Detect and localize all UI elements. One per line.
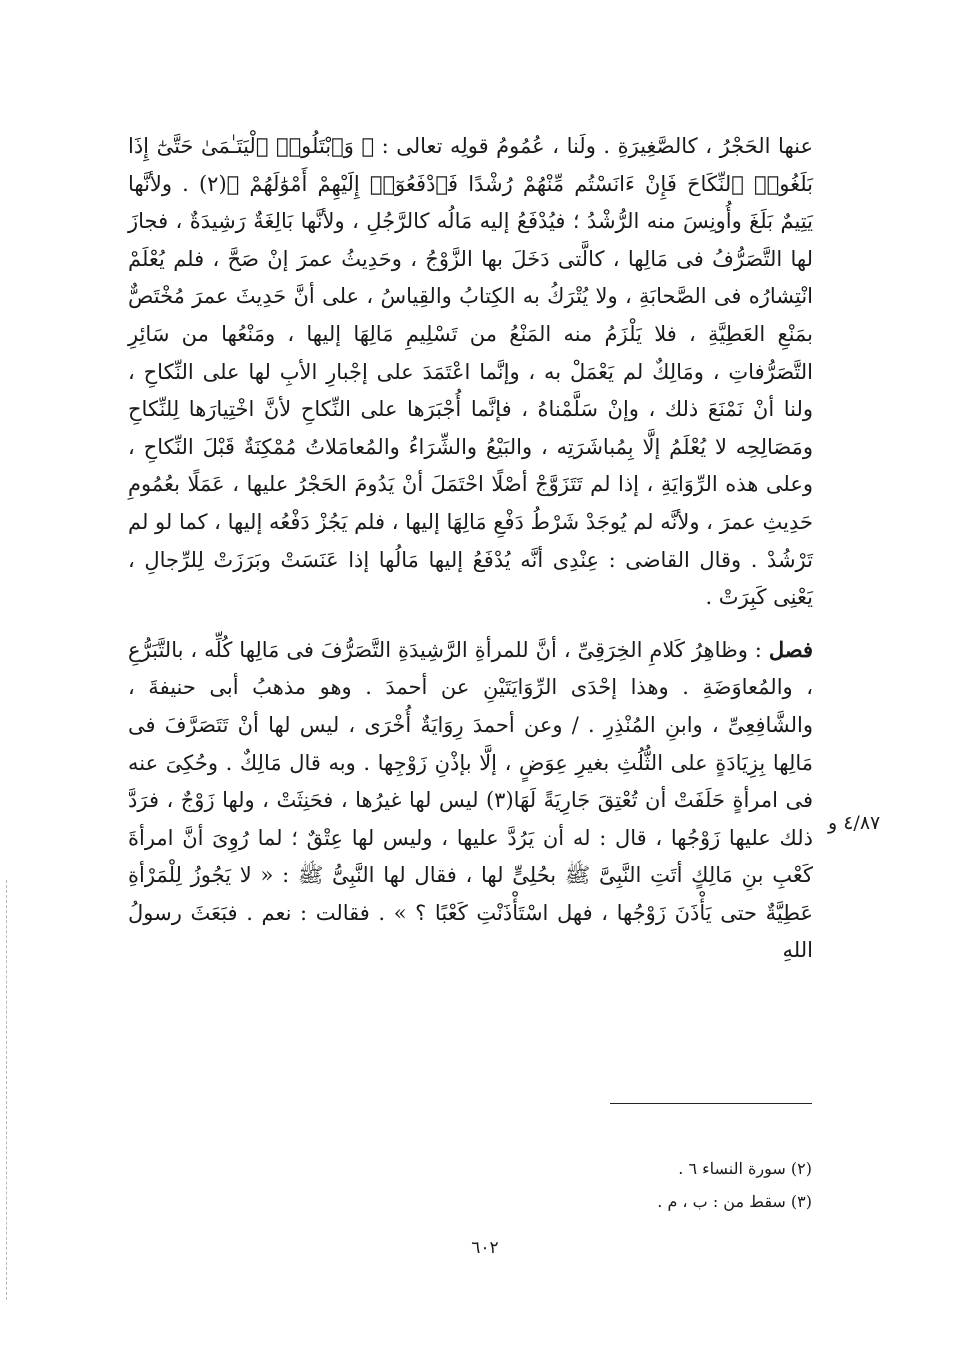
paragraph-1: عنها الحَجْرُ ، كالصَّغِيرَةِ . ولَنا ، عُمُومُ قولِه تعالى : ﴿ وَٱبْتَلُوا۟ ٱلْيَتَـٰمَىٰ حَتَّىٰٓ إِذَا بَلَغُوا۟ ٱلنِّكَاحَ فَإِنْ ءَانَسْتُم مِّنْهُمْ رُشْدًا فَٱدْفَعُوٓا۟ إِلَيْهِمْ أَمْوَٰلَهُمْ ﴾(٢) . ولأنَّها يَتِيمٌ بَلَغَ وأُونِسَ منه الرُّشْدُ ؛ فيُدْفَعُ إليه مَالُه كالرَّجُلِ ، ولأنَّها بَالِغَةٌ رَشِيدَةٌ ، فجازَ لها التَّصَرُّفُ فى مَالِها ، كالَّتى دَخَلَ بها الزَّوْجُ ، وحَدِيثُ عمرَ إنْ صَحَّ ، فلم يُعْلَمْ انْتِشارُه فى الصَّحابَةِ ، ولا يُتْرَكُ به الكِتابُ والقِياسُ ، على أنَّ حَدِيثَ عمرَ مُخْتَصٌّ بمَنْعِ العَطِيَّةِ ، فلا يَلْزَمُ منه المَنْعُ من تَسْلِيمِ مَالِهَا إليها ، ومَنْعُها من سَائِرِ التَّصَرُّفاتِ ، ومَالِكٌ لم يَعْمَلْ به ، وإنَّما اعْتَمَدَ على إجْبارِ الأبِ لها على النِّكاحِ ، ولنا أنْ نَمْنَعَ ذلك ، وإنْ سَلَّمْناهُ ، فإنَّما أُجْبَرَها على النِّكاحِ لأنَّ اخْتِيارَها لِلنِّكاحِ ومَصَالِحِه لا يُعْلَمُ إلَّا بِمُباشَرَتِه ، والبَيْعُ والشِّرَاءُ والمُعامَلاتُ مُمْكِنَةٌ قَبْلَ النِّكاحِ ، وعلى هذه الرِّوَايَةِ ، إذا لم تَتَزَوَّجْ أصْلًا احْتَمَلَ أنْ يَدُومَ الحَجْرُ عليها ، عَمَلًا بعُمُومِ حَدِيثِ عمرَ ، ولأنَّه لم يُوجَدْ شَرْطُ دَفْعِ مَالِهَا إليها ، فلم يَجُزْ دَفْعُه إليها ، كما لو لم تَرْشُدْ . وقال القاضى : عِنْدِى أنَّه يُدْفَعُ إليها مَالُها إذا عَنَسَتْ وبَرَزَتْ لِلرِّجالِ ، يَعْنِى كَبِرَتْ . [128, 134, 813, 610]
margin-manuscript-reference: ٤/٨٧ و [828, 812, 881, 834]
paragraph-2-text: : وظاهِرُ كَلامِ الخِرَقِىِّ ، أنَّ للمرأةِ الرَّشِيدَةِ التَّصَرُّفَ فى مَالِها كُلِّه ، بالتَّبَرُّعِ ، والمُعاوَضَةِ . وهذا إحْدَى الرِّوَايَتَيْنِ عن أحمدَ . وهو مذهبُ أبى حنيفةَ ، والشَّافِعِىِّ ، وابنِ المُنْذِرِ . / وعن أحمدَ رِوَايَةٌ أُخْرَى ، ليس لها أنْ تَتَصَرَّفَ فى مَالِها بِزِيَادَةٍ على الثُّلُثِ بغيرِ عِوَضٍ ، إلَّا بإذْنِ زَوْجِها . وبه قال مَالِكٌ . وحُكِىَ عنه فى امرأةٍ حَلَفَتْ أن تُعْتِقَ جَارِيَةً لَهَا(٣) ليس لها غيرُها ، فحَنِثَتْ ، ولها زَوْجٌ ، فرَدَّ ذلك عليها زَوْجُها ، قال : له أن يَرُدَّ عليها ، وليس لها عِتْقٌ ؛ لما رُوِىَ أنَّ امرأةَ كَعْبِ بنِ مَالِكٍ أتَتِ النَّبِىَّ ﷺ بحُلِىٍّ لها ، فقال لها النَّبِىُّ ﷺ : « لا يَجُوزُ لِلْمَرْأةِ عَطِيَّةٌ حتى يَأْذَنَ زَوْجُها ، فهل اسْتَأْذَنْتِ كَعْبًا ؟ » . فقالت : نعم . فبَعَثَ رسولُ اللهِ [128, 637, 814, 963]
paragraph-2 [128, 631, 813, 970]
section-label-fasl: فصل [768, 636, 813, 662]
footnotes [420, 1152, 812, 1218]
footnote-divider [610, 1103, 812, 1104]
page-number: ٦٠٢ [471, 1238, 499, 1258]
main-text [128, 128, 813, 970]
scan-edge-line [6, 880, 7, 1300]
footnote-3: (٣) سقط من : ب ، م . [657, 1192, 812, 1211]
footnote-2: (٢) سورة النساء ٦ . [678, 1159, 812, 1178]
